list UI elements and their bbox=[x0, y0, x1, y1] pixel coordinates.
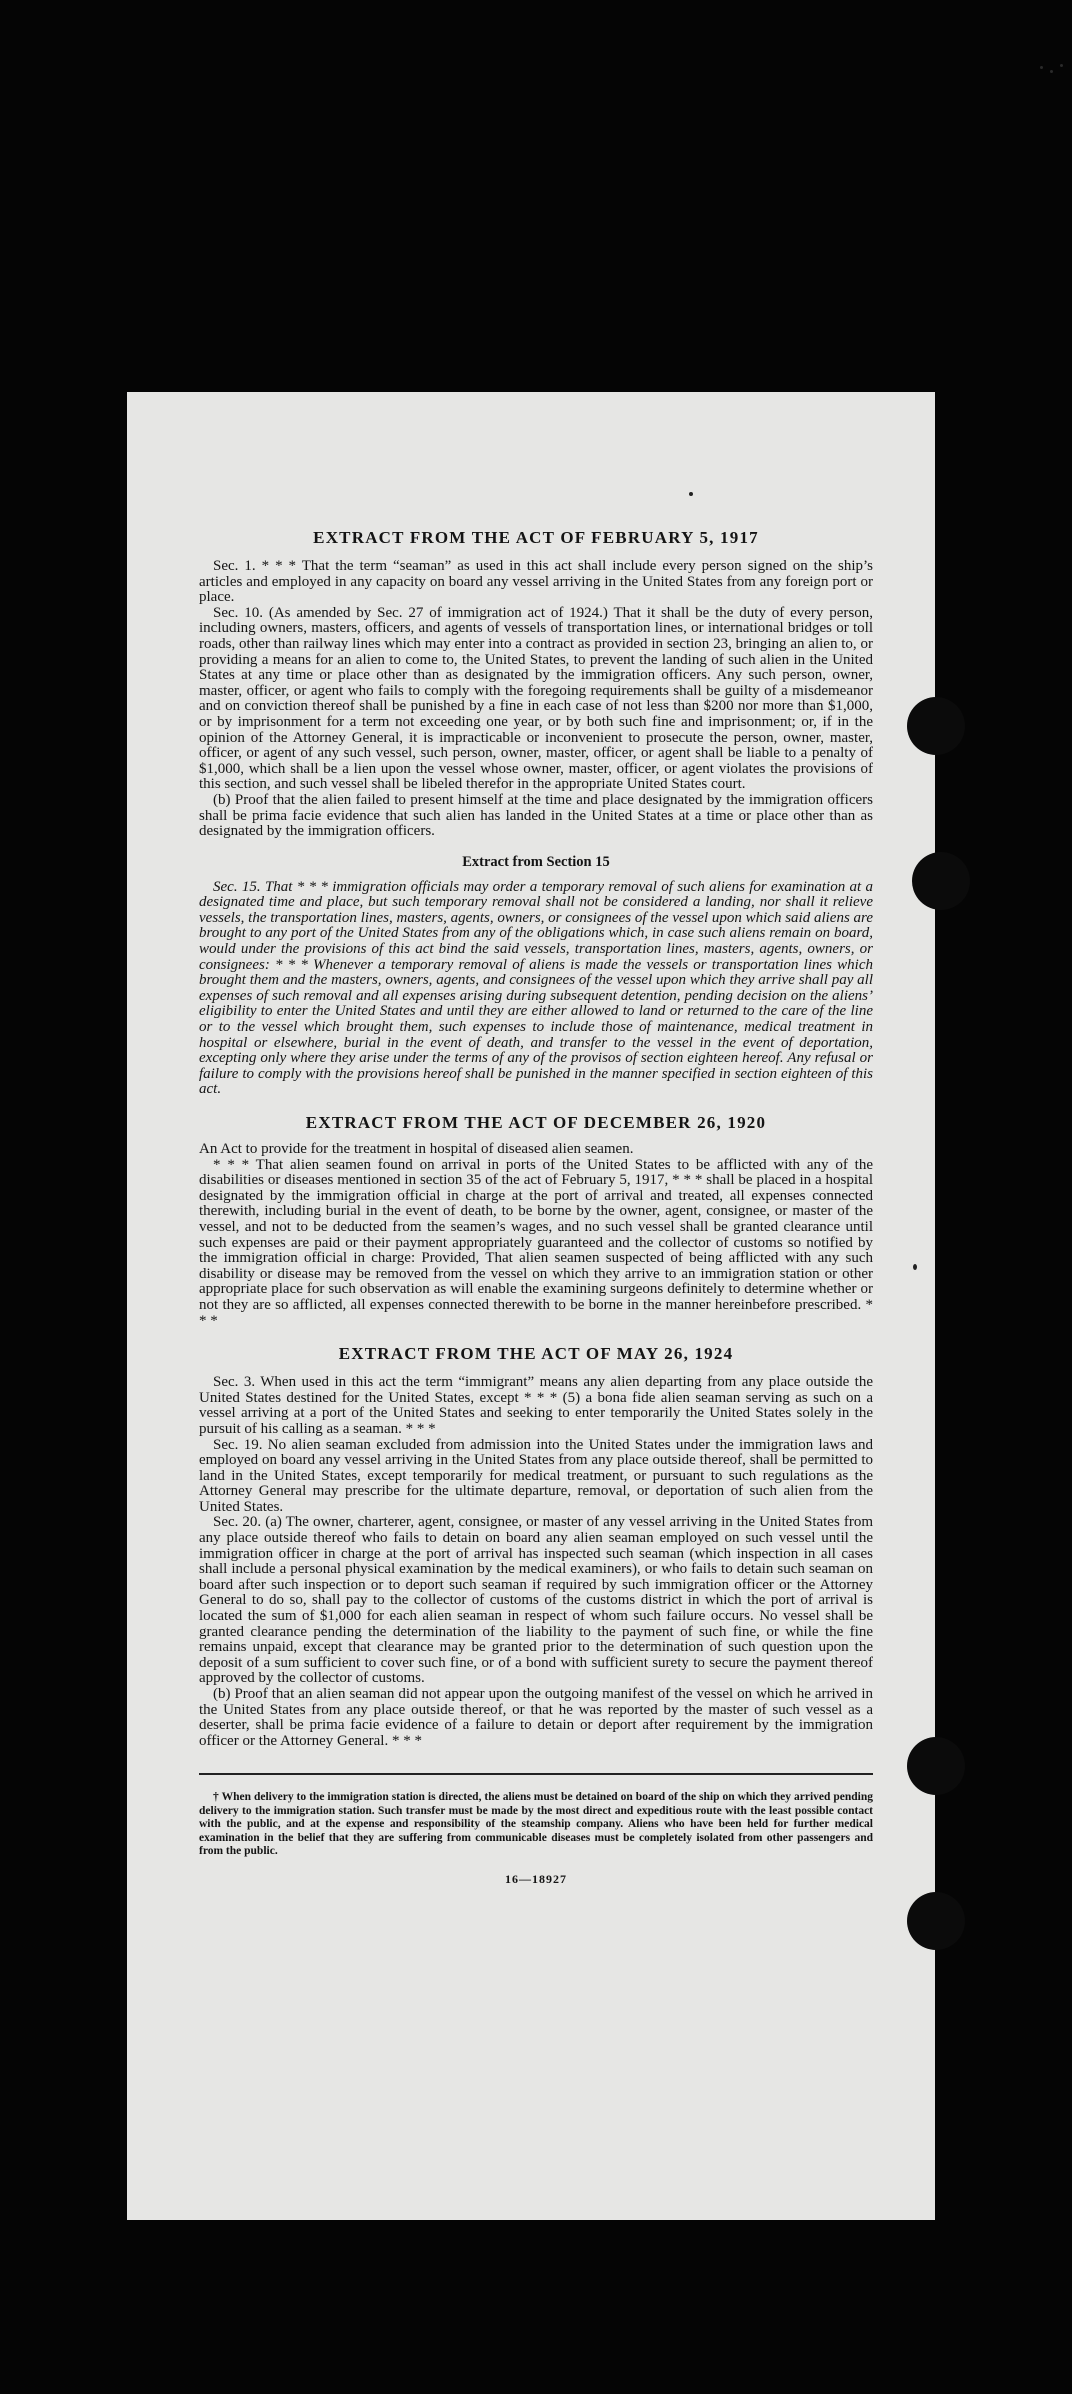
section-15-text: Sec. 15. That * * * immigration officials may order a temporary removal of such aliens for examination at a designated time and place, but such temporary removal shall not be considered a landing, nor shall it relieve vessels, the transportation lines, masters, agents, owners, or consignees of the vessel upon which said aliens are brought to any port of the United States from any of the obligations which, in case such aliens remain on board, would under the provisions of this act bind the said vessels, transportation lines, masters, agents, owners, or consignees: * * * Whenever a temporary removal of aliens is made the vessels or transportation lines which brought them and the masters, owners, agents, and consignees of the vessel upon which they arrive shall pay all expenses of such removal and all expenses arising during subsequent detention, pending decision on the aliens’ eligibility to enter the United States and until they are either allowed to land or returned to the care of the line or to the vessel which brought them, such expenses to include those of maintenance, medical treatment in hospital or elsewhere, burial in the event of death, and transfer to the vessel in the event of deportation, excepting only where they arise under the terms of any of the provisos of section eighteen hereof. Any refusal or failure to comply with the provisions hereof shall be punished in the manner specified in section eighteen of this act. bbox=[199, 878, 873, 1098]
print-code: 16—18927 bbox=[505, 1872, 567, 1887]
heading-act-1920: EXTRACT FROM THE ACT OF DECEMBER 26, 1920 bbox=[305, 1113, 767, 1132]
scan-speck bbox=[1040, 66, 1043, 69]
heading-act-1917: EXTRACT FROM THE ACT OF FEBRUARY 5, 1917 bbox=[313, 528, 759, 547]
scan-speck bbox=[689, 492, 693, 496]
punch-hole bbox=[912, 852, 970, 910]
act-1920-text: * * * That alien seamen found on arrival in ports of the United States to be afflicted with any of the disabilities or diseases mentioned in section 35 of the act of February 5, 1917, * * * shall be placed in a hospital designated by the immigration official in charge at the port of arrival and treated, all expenses connected therewith, including burial in the event of death, to be borne by the owner, agent, consignee, or master of the vessel, and not to be deducted from the seamen’s wages, and no such vessel shall be granted clearance until such expenses are paid or their payment appropriately guaranteed and the collector of customs so notified by the immigration official in charge: Provided, That alien seamen suspected of being afflicted with any such disability or disease may be removed from the vessel on which they arrive to an immigration station or other appropriate place for such observation as will enable the examining surgeons definitely to determine whether or not they are so afflicted, all expenses connected therewith to be borne in the manner hereinbefore prescribed. * * * bbox=[199, 1156, 873, 1329]
punch-hole bbox=[907, 697, 965, 755]
section-20b-text: (b) Proof that an alien seaman did not appear upon the outgoing manifest of the vessel on which he arrived in the United States from any place outside thereof, or that he was reported by the master of such vessel as a deserter, shall be prima facie evidence of a failure to detain or deport after requirement by the immigration officer or the Attorney General. * * * bbox=[199, 1686, 873, 1749]
punch-hole bbox=[907, 1892, 965, 1950]
scan-speck bbox=[1050, 70, 1053, 73]
section-10b-text: (b) Proof that the alien failed to present himself at the time and place designated by the immigration officers shall be prima facie evidence that such alien has landed in the United States at a time or place other than as designated by the immigration officers. bbox=[199, 791, 873, 840]
section-1-text: Sec. 1. * * * That the term “seaman” as used in this act shall include every person signed on the ship’s articles and employed in any capacity on board any vessel arriving in the United States from any foreign port or place. bbox=[199, 558, 873, 606]
act-1920-title: An Act to provide for the treatment in hospital of diseased alien seamen. bbox=[199, 1141, 634, 1157]
footnote-divider bbox=[199, 1773, 873, 1775]
section-19-text: Sec. 19. No alien seaman excluded from admission into the United States under the immigration laws and employed on board any vessel arriving in the United States from any place outside thereof, shall be permitted to land in the United States, except temporarily for medical treatment, or pursuant to such regulations as the Attorney General may prescribe for the ultimate departure, removal, or deportation of such alien from the United States. bbox=[199, 1436, 873, 1515]
scan-speck bbox=[1060, 64, 1063, 67]
footnote: † When delivery to the immigration station is directed, the aliens must be detained on board of the ship on which they arrived pending delivery to the immigration station. Such transfer must be made by the most direct and expeditious route with the least possible contact with the public, and at the expense and responsibility of the steamship company. Aliens who have been held for further medical examination in the belief that they are suffering from communicable diseases must be completely isolated from other passengers and from the public. bbox=[199, 1791, 873, 1857]
scan-speck bbox=[913, 1264, 917, 1270]
section-3-text: Sec. 3. When used in this act the term “immigrant” means any alien departing from any place outside the United States destined for the United States, except * * * (5) a bona fide alien seaman serving as such on a vessel arriving at a port of the United States and seeking to enter temporarily the United States solely in the pursuit of his calling as a seaman. * * * bbox=[199, 1374, 873, 1437]
heading-act-1924: EXTRACT FROM THE ACT OF MAY 26, 1924 bbox=[338, 1344, 734, 1364]
section-10-text: Sec. 10. (As amended by Sec. 27 of immigration act of 1924.) That it shall be the duty of every person, including owners, masters, officers, and agents of vessels of transportation lines, or international bridges or toll roads, other than railway lines which may enter into a contract as provided in section 23, bringing an alien to, or providing a means for an alien to come to, the United States, to prevent the landing of such alien in the United States at any time or place other than as designated by the immigration officers. Any such person, owner, master, officer, or agent who fails to comply with the foregoing requirements shall be guilty of a misdemeanor and on conviction thereof shall be punished by a fine in each case of not less than $200 nor more than $1,000, or by imprisonment for a term not exceeding one year, or by both such fine and imprisonment; or, if in the opinion of the Attorney General, it is impracticable or inconvenient to prosecute the person, owner, master, officer, or agent of any such vessel, such person, owner, master, officer, or agent shall be liable to a penalty of $1,000, which shall be a lien upon the vessel whose owner, master, officer, or agent violates the provisions of this section, and such vessel shall be libeled therefor in the appropriate United States court. bbox=[199, 604, 873, 793]
heading-section-15: Extract from Section 15 bbox=[462, 853, 610, 870]
section-20a-text: Sec. 20. (a) The owner, charterer, agent, consignee, or master of any vessel arriving in the United States from any place outside thereof who fails to detain on board any alien seaman employed on such vessel until the immigration officer in charge at the port of arrival has inspected such seaman (which inspection in all cases shall include a personal physical examination by the medical examiners), or who fails to detain such seaman on board after such inspection or to deport such seaman if required by such immigration officer or the Attorney General to do so, shall pay to the collector of customs of the customs district in which the port of arrival is located the sum of $1,000 for each alien seaman in respect of whom such failure occurs. No vessel shall be granted clearance pending the determination of the liability to the payment of such fine, or while the fine remains unpaid, except that clearance may be granted prior to the determination of such question upon the deposit of a sum sufficient to cover such fine, or of a bond with sufficient surety to secure the payment thereof approved by the collector of customs. bbox=[199, 1514, 873, 1687]
document-page bbox=[127, 392, 935, 2220]
punch-hole bbox=[907, 1737, 965, 1795]
